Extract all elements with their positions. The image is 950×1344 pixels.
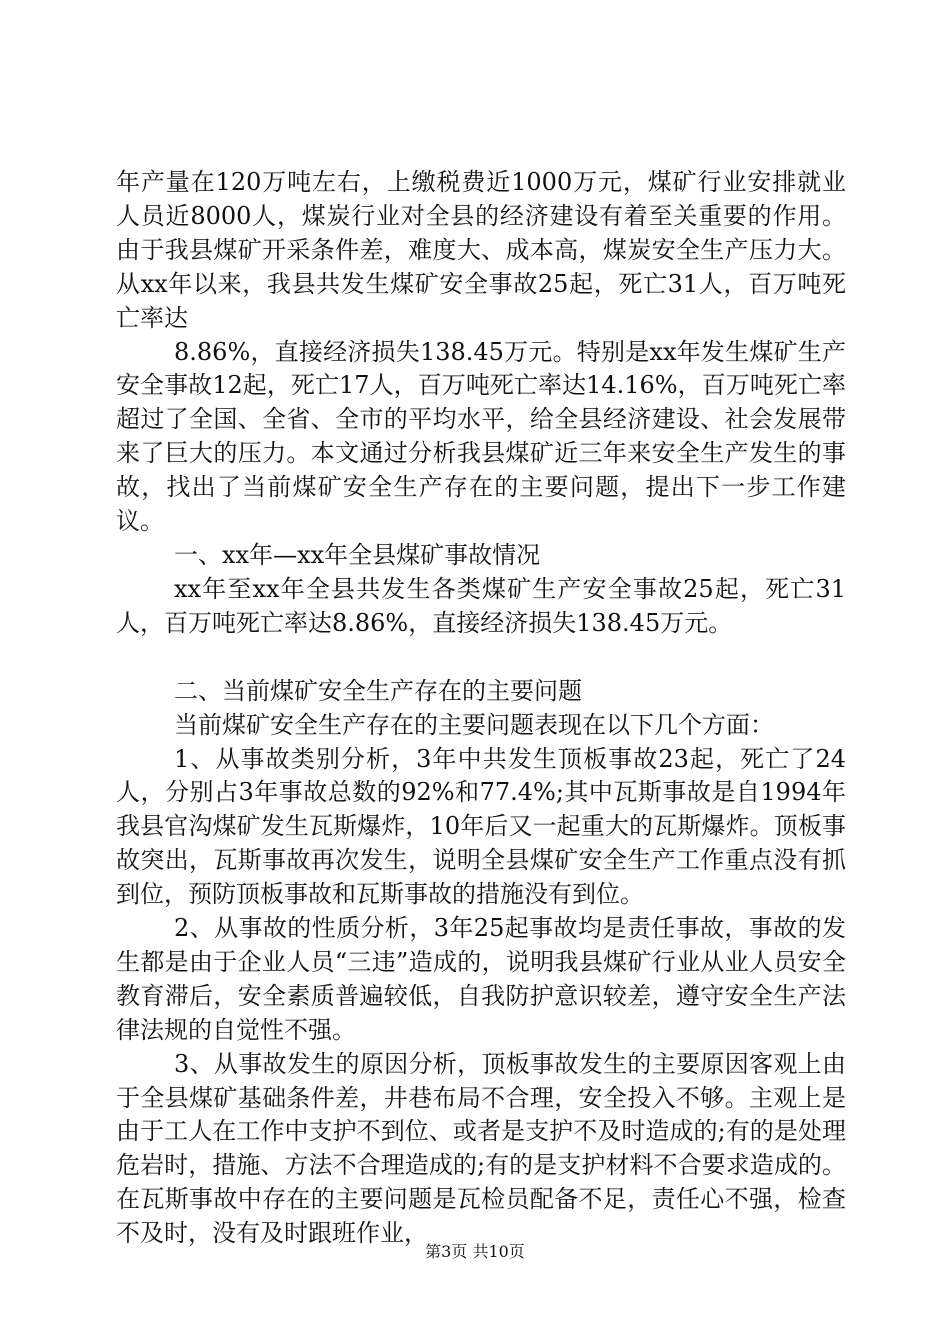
page-number-footer: 第3页 共10页	[425, 1242, 525, 1261]
paragraph-intro: 当前煤矿安全生产存在的主要问题表现在以下几个方面：	[174, 710, 774, 739]
blank-line	[116, 641, 846, 675]
paragraph-accident-summary: xx年至xx年全县共发生各类煤矿生产安全事故25起，死亡31人，百万吨死亡率达8.86%，直接经济损失138.45万元。	[116, 574, 846, 637]
section-heading-one: 一、xx年—xx年全县煤矿事故情况	[174, 540, 541, 569]
paragraph-point-1: 1、从事故类别分析，3年中共发生顶板事故23起，死亡了24人，分别占3年事故总数的92%和77.4%;其中瓦斯事故是自1994年我县官沟煤矿发生瓦斯爆炸，10年后又一起重大的瓦斯爆炸。顶板事故突出，瓦斯事故再次发生，说明全县煤矿安全生产工作重点没有抓到位，预防顶板事故和瓦斯事故的措施没有到位。	[116, 744, 846, 909]
paragraph-continuation: 年产量在120万吨左右，上缴税费近1000万元，煤矿行业安排就业人员近8000人，煤炭行业对全县的经济建设有着至关重要的作用。由于我县煤矿开采条件差，难度大、成本高，煤炭安全生产压力大。从xx年以来，我县共发生煤矿安全事故25起，死亡31人，百万吨死亡率达	[116, 168, 846, 332]
paragraph-point-2: 2、从事故的性质分析，3年25起事故均是责任事故，事故的发生都是由于企业人员“三违”造成的，说明我县煤矿行业从业人员安全教育滞后，安全素质普遍较低，自我防护意识较差，遵守安全生产法律法规的自觉性不强。	[116, 914, 846, 1044]
paragraph-statistics: 8.86%，直接经济损失138.45万元。特别是xx年发生煤矿生产安全事故12起，死亡17人，百万吨死亡率达14.16%，百万吨死亡率超过了全国、全省、全市的平均水平，给全县经济建设、社会发展带来了巨大的压力。本文通过分析我县煤矿近三年来安全生产发生的事故，找出了当前煤矿安全生产存在的主要问题，提出下一步工作建议。	[116, 337, 846, 536]
section-heading-two: 二、当前煤矿安全生产存在的主要问题	[174, 676, 582, 705]
document-body	[116, 166, 846, 1251]
paragraph-point-3: 3、从事故发生的原因分析，顶板事故发生的主要原因客观上由于全县煤矿基础条件差，井巷布局不合理，安全投入不够。主观上是由于工人在工作中支护不到位、或者是支护不及时造成的;有的是处理危岩时，措施、方法不合理造成的;有的是支护材料不合要求造成的。在瓦斯事故中存在的主要问题是瓦检员配备不足，责任心不强，检查不及时，没有及时跟班作业，	[116, 1049, 846, 1248]
